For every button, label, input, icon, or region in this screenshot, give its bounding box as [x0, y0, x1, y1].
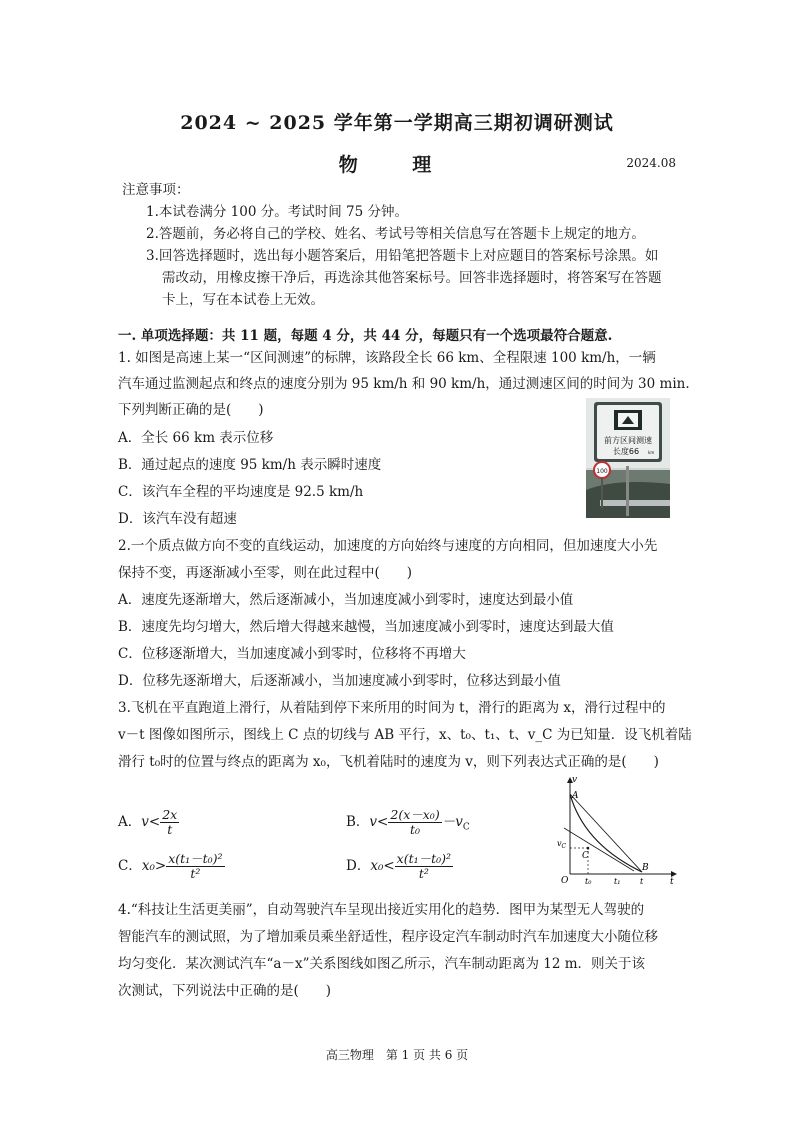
- question-2-line: 2.一个质点做方向不变的直线运动，加速度的方向始终与速度的方向相同，但加速度大小先: [118, 538, 658, 554]
- tangent-at-c: [564, 828, 634, 871]
- question-1-option-c: C．该汽车全程的平均速度是 92.5 km/h: [118, 484, 364, 500]
- vc-label: $v_C$: [557, 839, 567, 850]
- question-4-line: 均匀变化．某次测试汽车“a－x”关系图线如图乙所示，汽车制动距离为 12 m．则关于该: [118, 956, 646, 972]
- sign-line-2: 长度66: [612, 447, 640, 456]
- notice-item: 1.本试卷满分 100 分。考试时间 75 分钟。: [146, 204, 408, 220]
- question-3-option-c: C．x₀> $\frac{\text{x(t₁－t₀)²}}{\text{t²}}$: [118, 851, 223, 881]
- question-1-line: 1. 如图是高速上某一“区间测速”的标牌，该路段全长 66 km、全程限速 100 km/h，一辆: [118, 350, 656, 366]
- v-axis-label: v: [572, 775, 578, 785]
- speed-zone-sign-photo: [586, 398, 670, 518]
- sign-line-1: 前方区间测速: [604, 436, 652, 445]
- sign-unit: km: [648, 450, 655, 455]
- question-2-option-d: D．位移先逐渐增大，后逐渐减小，当加速度减小到零时，位移达到最小值: [118, 673, 561, 689]
- question-1-option-b: B．通过起点的速度 95 km/h 表示瞬时速度: [118, 457, 382, 473]
- question-1-option-d: D．该汽车没有超速: [118, 511, 237, 527]
- question-1-line: 汽车通过监测起点和终点的速度分别为 95 km/h 和 90 km/h，通过测速区间的时间为 30 min.: [118, 376, 690, 392]
- t1-label: t₁: [614, 877, 621, 886]
- t-label: t: [640, 877, 644, 886]
- question-3-option-b: B．v< $\frac{\text{2(x－x₀)}}{\text{t₀}}$ $-v_C$: [346, 807, 470, 837]
- question-3-option-d: D．x₀< $\frac{\text{x(t₁－t₀)²}}{\text{t²}}$: [346, 851, 452, 881]
- question-1-option-a: A．全长 66 km 表示位移: [118, 430, 274, 446]
- fraction: $\frac{\text{x(t₁－t₀)²}}{\text{t²}}$: [396, 851, 452, 881]
- question-2-line: 保持不变，再逐渐减小至零，则在此过程中( ): [118, 565, 413, 581]
- speed-limit-text: 100: [596, 468, 608, 475]
- question-4-line: 智能汽车的测试照，为了增加乘员乘坐舒适性，程序设定汽车制动时汽车加速度大小随位移: [118, 929, 658, 945]
- question-2-option-b: B．速度先均匀增大，然后增大得越来越慢，当加速度减小到零时，速度达到最大值: [118, 619, 614, 635]
- subject-title: 物 理: [338, 154, 456, 176]
- point-a-label: A: [572, 791, 579, 801]
- question-3-line: v－t 图像如图所示，图线上 C 点的切线与 AB 平行，x、t₀、t₁、t、v_C 为已知量．设飞机着陆: [118, 727, 692, 743]
- notice-item: 需改动，用橡皮擦干净后，再选涂其他答案标号。回答非选择题时，将答案写在答题: [162, 270, 662, 286]
- fraction: $\frac{2x}{t}$: [162, 807, 178, 837]
- point-c: [587, 847, 590, 850]
- exam-date: 2024.08: [626, 156, 676, 170]
- point-b-label: B: [642, 863, 649, 873]
- page-footer: 高三物理 第 1 页 共 6 页: [325, 1048, 469, 1062]
- question-4-line: 次测试，下列说法中正确的是( ): [118, 983, 332, 999]
- question-3-line: 3.飞机在平直跑道上滑行，从着陆到停下来所用的时间为 t，滑行的距离为 x，滑行过程中的: [118, 700, 666, 716]
- question-3-option-a: A．v< $\frac{2x}{t}$: [118, 807, 178, 837]
- notice-item: 卡上，写在本试卷上无效。: [162, 292, 324, 308]
- t0-label: t₀: [585, 877, 592, 886]
- v-t-graph: [554, 774, 680, 886]
- question-1-line: 下列判断正确的是( ): [118, 402, 264, 418]
- notice-item: 3.回答选择题时，选出每小题答案后，用铅笔把答题卡上对应题目的答案标号涂黑。如: [146, 248, 659, 264]
- t-axis-label: t: [670, 877, 674, 886]
- point-c-label: C: [582, 851, 589, 861]
- fraction: $\frac{\text{x(t₁－t₀)²}}{\text{t²}}$: [168, 851, 223, 881]
- notice-item: 2.答题前，务必将自己的学校、姓名、考试号等相关信息写在答题卡上规定的地方。: [146, 226, 645, 242]
- question-2-option-a: A．速度先逐渐增大，然后逐渐减小，当加速度减小到零时，速度达到最小值: [118, 592, 574, 608]
- question-2-option-c: C．位移逐渐增大，当加速度减小到零时，位移将不再增大: [118, 646, 466, 662]
- fraction: $\frac{\text{2(x－x₀)}}{\text{t₀}}$: [390, 807, 440, 837]
- question-3-line: 滑行 t₀时的位置与终点的距离为 x₀，飞机着陆时的速度为 v，则下列表达式正确的是( ): [118, 754, 659, 770]
- origin-label: O: [561, 876, 569, 886]
- question-4-line: 4.“科技让生活更美丽”，自动驾驶汽车呈现出接近实用化的趋势．图甲为某型无人驾驶的: [118, 902, 645, 918]
- notice-heading: 注意事项：: [122, 182, 190, 198]
- section-heading: 一. 单项选择题：共 11 题，每题 4 分，共 44 分，每题只有一个选项最符合题意.: [118, 328, 613, 344]
- exam-title: 2024 ~ 2025 学年第一学期高三期初调研测试: [180, 112, 614, 134]
- chord-ab: [570, 794, 642, 872]
